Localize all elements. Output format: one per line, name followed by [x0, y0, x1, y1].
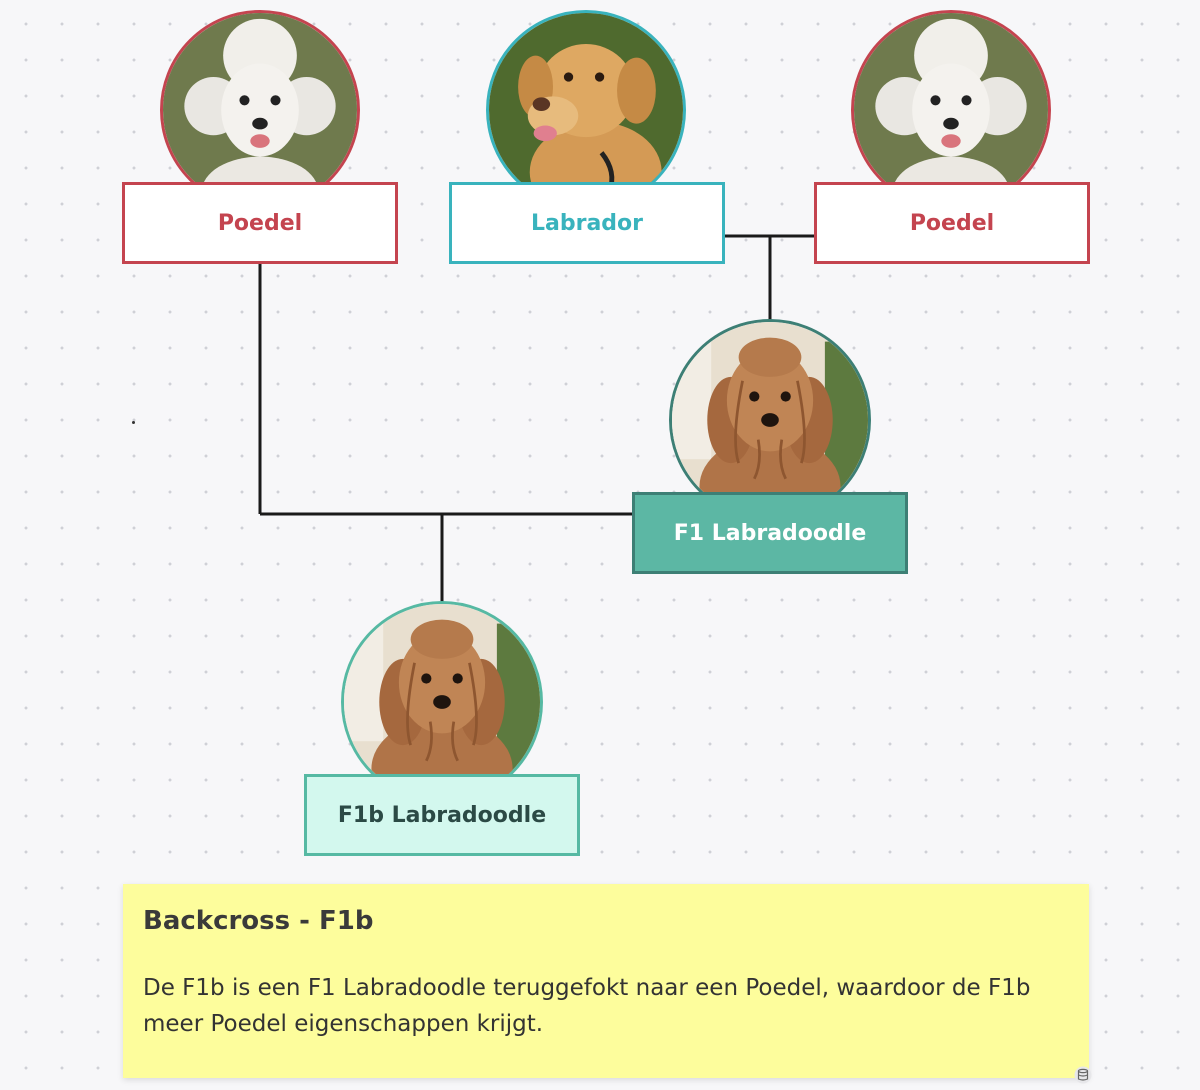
labradoodle-photo — [669, 319, 871, 521]
note-title: Backcross - F1b — [143, 906, 374, 936]
yellow-labrador-photo — [486, 10, 686, 210]
sticky-note[interactable] — [123, 884, 1089, 1078]
label-poodle-left: Poedel — [122, 182, 398, 264]
label-f1b-labradoodle: F1b Labradoodle — [304, 774, 580, 856]
label-labrador: Labrador — [449, 182, 725, 264]
white-poodle-photo — [160, 10, 360, 210]
stray-dot — [132, 421, 135, 424]
label-poodle-right: Poedel — [814, 182, 1090, 264]
database-icon[interactable] — [1074, 1066, 1092, 1084]
white-poodle-photo — [851, 10, 1051, 210]
labradoodle-photo — [341, 601, 543, 803]
note-body: De F1b is een F1 Labradoodle teruggefokt naar een Poedel, waardoor de F1b meer Poedel eigenschappen krijgt. — [143, 975, 1031, 1037]
label-f1-labradoodle: F1 Labradoodle — [632, 492, 908, 574]
